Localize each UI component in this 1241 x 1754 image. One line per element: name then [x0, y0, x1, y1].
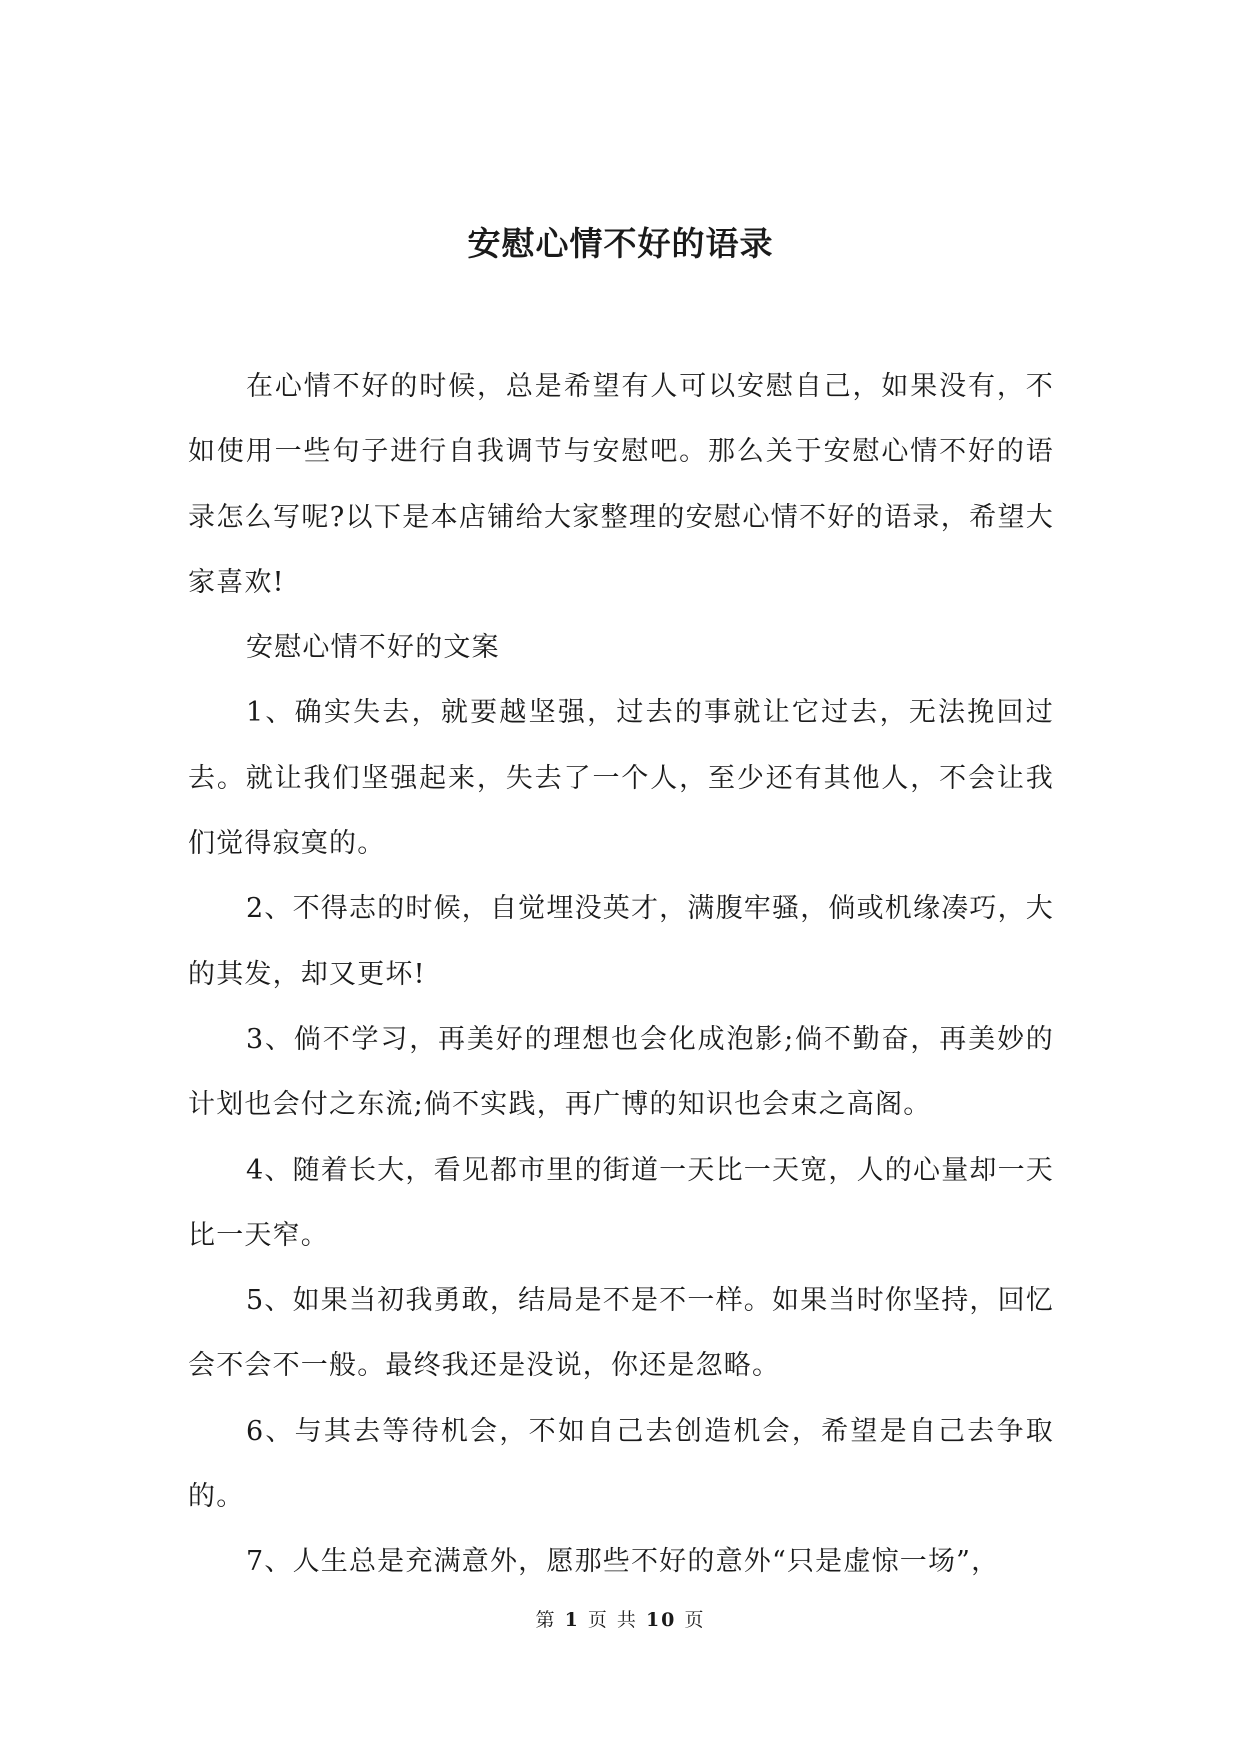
- list-item: 1、确实失去，就要越坚强，过去的事就让它过去，无法挽回过去。就让我们坚强起来，失去了一个人，至少还有其他人，不会让我们觉得寂寞的。: [188, 697, 1054, 860]
- list-item: 3、倘不学习，再美好的理想也会化成泡影;倘不勤奋，再美妙的计划也会付之东流;倘不实践，再广博的知识也会束之高阁。: [188, 1023, 1054, 1121]
- list-item: 2、不得志的时候，自觉埋没英才，满腹牢骚，倘或机缘凑巧，大的其发，却又更坏!: [188, 893, 1054, 990]
- footer-middle: 页 共: [587, 1609, 638, 1631]
- footer-prefix: 第: [535, 1609, 557, 1631]
- list-item: 4、随着长大，看见都市里的街道一天比一天宽，人的心量却一天比一天窄。: [188, 1154, 1054, 1251]
- paragraph-intro: 在心情不好的时候，总是希望有人可以安慰自己，如果没有，不如使用一些句子进行自我调节与安慰吧。那么关于安慰心情不好的语录怎么写呢?以下是本店铺给大家整理的安慰心情不好的语录，希望大家喜欢!: [188, 371, 1054, 598]
- list-item: 5、如果当初我勇敢，结局是不是不一样。如果当时你坚持，回忆会不会不一般。最终我还是没说，你还是忽略。: [188, 1285, 1054, 1382]
- current-page-number: 1: [564, 1609, 580, 1631]
- page-footer: [0, 1608, 1241, 1632]
- total-pages-number: 10: [645, 1609, 677, 1631]
- list-item: 6、与其去等待机会，不如自己去创造机会，希望是自己去争取的。: [188, 1415, 1054, 1513]
- document-title: 安慰心情不好的语录: [467, 224, 774, 263]
- list-item: 7、人生总是充满意外，愿那些不好的意外“只是虚惊一场”，: [246, 1546, 1000, 1578]
- footer-suffix: 页: [684, 1609, 706, 1631]
- section-heading: 安慰心情不好的文案: [246, 632, 500, 664]
- document-body: [188, 354, 1054, 1595]
